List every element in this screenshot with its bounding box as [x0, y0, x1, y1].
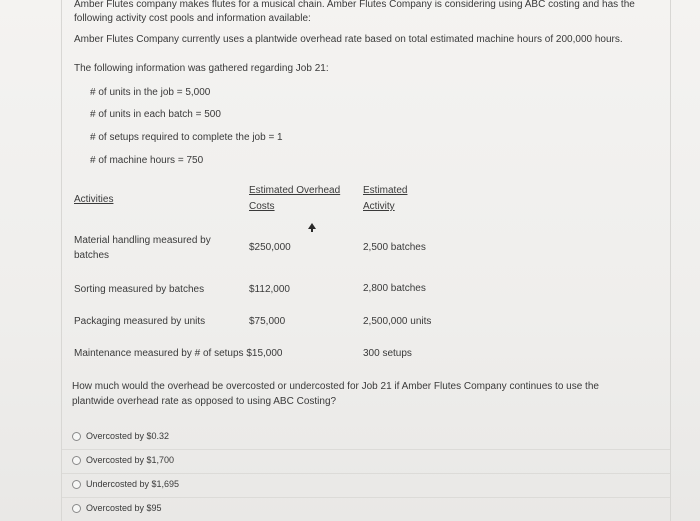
job-intro-text: The following information was gathered regarding Job 21: — [74, 63, 329, 74]
row-sorting-activity: Sorting measured by batches — [74, 284, 205, 295]
option-overcosted-1700[interactable] — [72, 455, 174, 465]
radio-button[interactable] — [72, 456, 81, 465]
header-cost-line2: Costs — [249, 201, 275, 212]
right-border — [670, 0, 671, 521]
option-label: Undercosted by $1,695 — [86, 479, 180, 489]
option-overcosted-0-32[interactable] — [72, 431, 169, 441]
radio-button[interactable] — [72, 504, 81, 513]
row-material-cost: $250,000 — [249, 242, 291, 253]
option-undercosted-1695[interactable] — [72, 479, 179, 489]
row-material-activity-line2: batches — [74, 250, 110, 261]
row-sorting-volume: 2,800 batches — [363, 283, 426, 294]
row-maintenance-volume: 300 setups — [363, 348, 412, 359]
option-divider — [62, 449, 670, 450]
plantwide-text: Amber Flutes Company currently uses a plantwide overhead rate based on total estimated machine hours of 200,000 hours. — [74, 34, 623, 45]
header-activity-line2: Activity — [363, 201, 395, 212]
option-label: Overcosted by $0.32 — [86, 431, 170, 441]
intro-text: Amber Flutes company makes flutes for a musical chain. Amber Flutes Company is considering using ABC costing and has the following activity cost pools and information available: — [74, 0, 635, 24]
row-sorting-cost: $112,000 — [249, 284, 290, 295]
row-material-volume: 2,500 batches — [363, 242, 426, 253]
row-maintenance-activity: Maintenance measured by # of setups $15,000 — [74, 348, 283, 359]
job-fact-batch: # of units in each batch = 500 — [90, 109, 221, 120]
option-label: Overcosted by $1,700 — [86, 455, 175, 465]
mouse-cursor-icon — [307, 223, 317, 233]
question-text: How much would the overhead be overcosted or undercosted for Job 21 if Amber Flutes Company continues to use the plantwide overhead rate as opposed to using ABC Costing? — [72, 381, 599, 407]
row-packaging-volume: 2,500,000 units — [363, 316, 432, 327]
header-cost-line1: Estimated Overhead — [249, 185, 341, 196]
header-activity-line1: Estimated — [363, 185, 408, 196]
job-fact-machine-hours: # of machine hours = 750 — [90, 155, 204, 166]
option-label: Overcosted by $95 — [86, 503, 162, 513]
row-material-activity: Material handling measured by — [74, 235, 211, 246]
row-packaging-cost: $75,000 — [249, 316, 286, 327]
option-divider — [62, 497, 670, 498]
option-overcosted-95[interactable] — [72, 503, 162, 513]
header-activities: Activities — [74, 194, 114, 205]
radio-button[interactable] — [72, 432, 81, 441]
job-fact-setups: # of setups required to complete the job = 1 — [90, 132, 283, 143]
left-border — [61, 0, 62, 521]
radio-button[interactable] — [72, 480, 81, 489]
option-divider — [62, 473, 670, 474]
job-fact-units: # of units in the job = 5,000 — [90, 87, 211, 98]
row-packaging-activity: Packaging measured by units — [74, 316, 206, 327]
